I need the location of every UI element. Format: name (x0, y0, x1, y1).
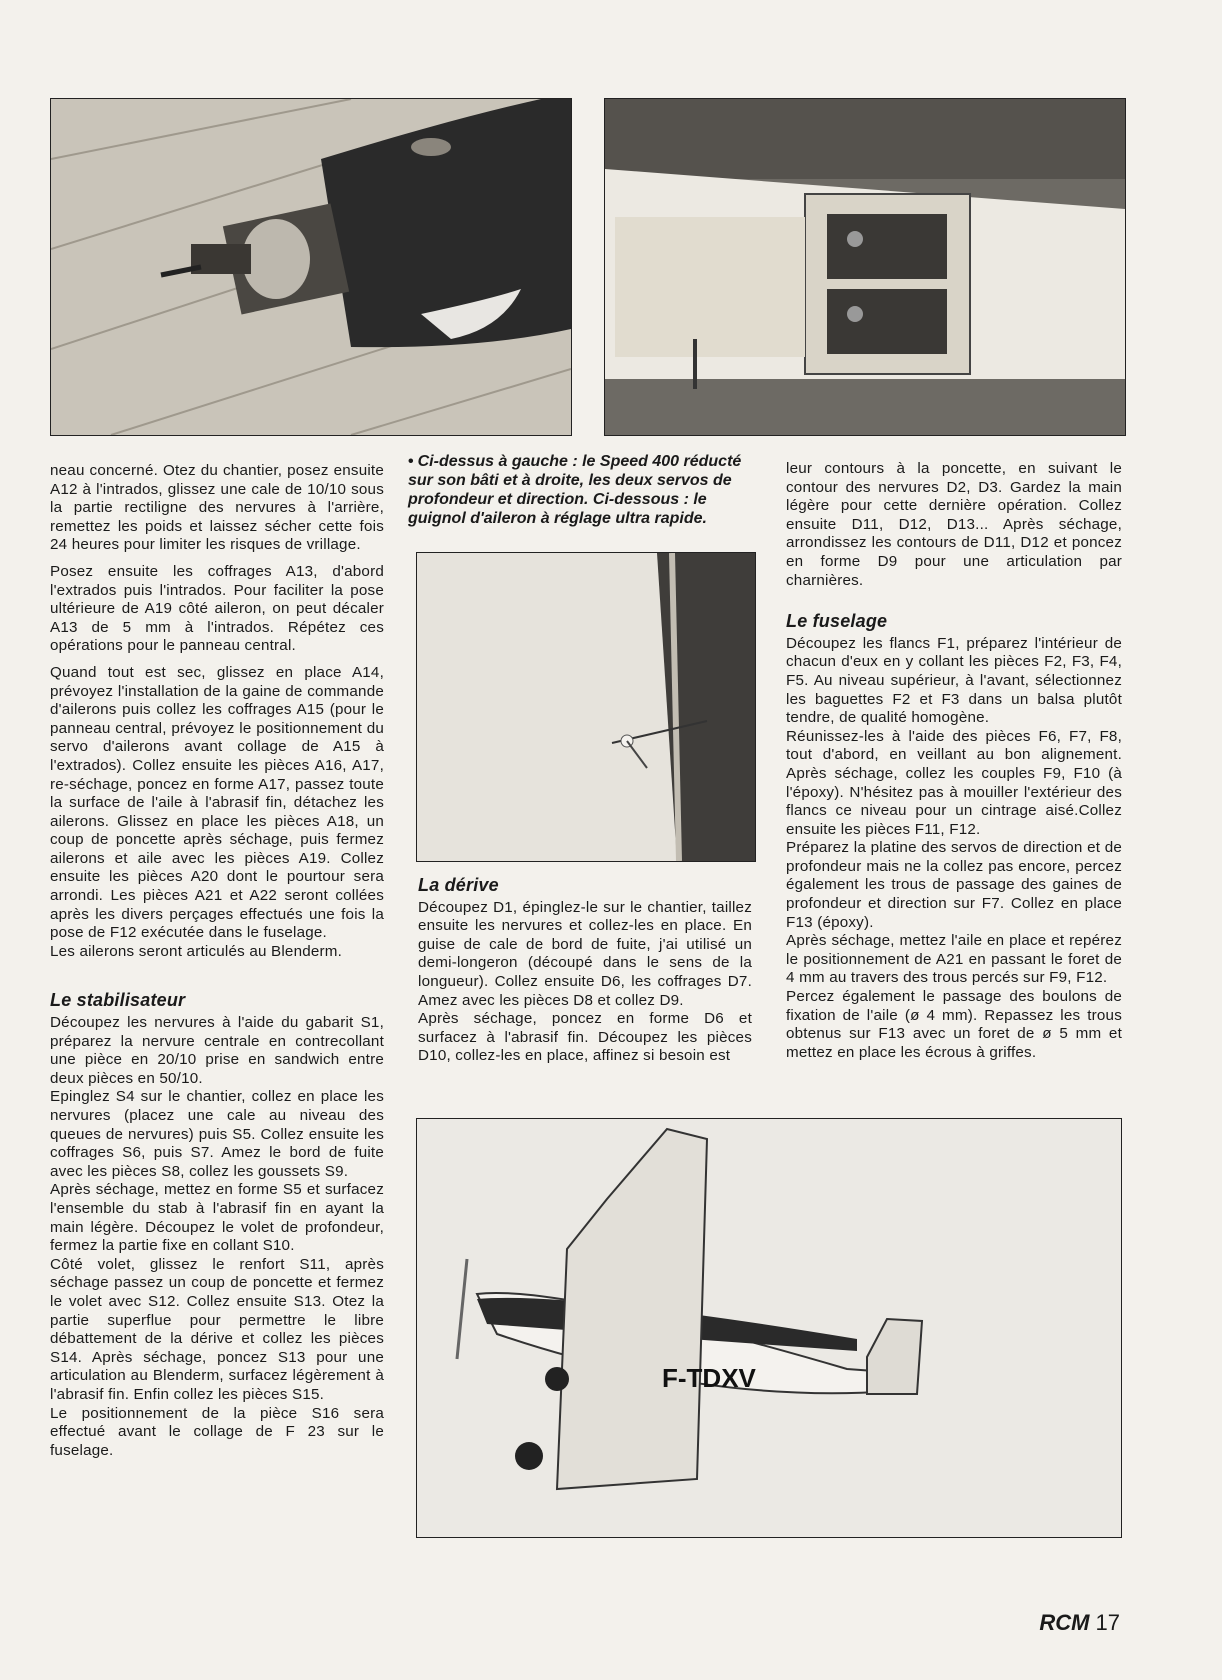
column-middle (418, 872, 752, 1074)
paragraph: Découpez D1, épinglez-le sur le chantier, taillez ensuite les nervures et collez-les en place. En guise de cale de bord de fuite, j'ai utilisé un demi-longeron (découpé dans le sens de la longueur). Collez ensuite D6, les coffrages D7. Amez avec les pièces D8 et collez D9. (418, 898, 752, 1009)
caption-bullet: • (408, 453, 414, 470)
paragraph: Découpez les flancs F1, préparez l'intérieur de chacun d'eux en y collant les pièces F2, F3, F4, F5. Au niveau supérieur, à l'avant, sélectionnez les baguettes F2 et F3 dans un balsa plutôt tendre, de qualité homogène. (786, 634, 1122, 727)
photo-servos (604, 98, 1126, 436)
photo-motor-mount (50, 98, 572, 436)
column-right (786, 460, 1122, 1070)
paragraph: Préparez la platine des servos de direction et de profondeur mais ne la collez pas encore, percez également les trous de passage des gaines de profondeur et direction sur F7. Collez en place F13 (époxy). (786, 839, 1122, 931)
paragraph: Après séchage, mettez l'aile en place et repérez le positionnement de A21 en passant le foret de 4 mm au travers des trous percés sur F9, F12. (786, 932, 1122, 987)
paragraph: Découpez les nervures à l'aide du gabarit S1, préparez la nervure centrale en contrecollant une pièce en 20/10 prise en sandwich entre deux pièces en 50/10. (50, 1014, 384, 1087)
paragraph: Après séchage, mettez en forme S5 et surfacez l'ensemble du stab à l'abrasif fin en ayant la main légère. Découpez le volet de profondeur, fermez la partie fixe en collant S10. (50, 1181, 384, 1255)
paragraph: Côté volet, glissez le renfort S11, après séchage passez un coup de poncette et fermez le volet avec S12. Collez ensuite S13. Otez la partie superflue pour permettre le libre débattement de la dérive et collez les pièces S14. Après séchage, poncez S13 pour une articulation au Blenderm, surfacez légèrement à l'abrasif fin. Enfin collez les pièces S15. (50, 1255, 384, 1403)
paragraph: Les ailerons seront articulés au Blenderm. (50, 942, 343, 960)
section-heading-stabilisateur: Le stabilisateur (50, 990, 186, 1011)
paragraph: Percez également le passage des boulons de fixation de l'aile (ø 4 mm). Repassez les trous obtenus sur F13 avec un foret de ø 5 mm et mettez en place les écrous à griffes. (786, 988, 1122, 1061)
page-footer (1039, 1610, 1120, 1636)
paragraph: Le positionnement de la pièce S16 sera effectué avant le collage de F 23 sur le fuselage. (50, 1404, 384, 1459)
page-number: 17 (1095, 1610, 1120, 1635)
paragraph: Quand tout est sec, glissez en place A14, prévoyez l'installation de la gaine de commande d'ailerons puis collez les coffrages A15 (pour le panneau central, prévoyez le positionnement du servo d'ailerons avant collage de A15 à l'extrados). Collez ensuite les pièces A16, A17, re-séchage, poncez en forme A17, passez toute la surface de l'aile à l'abrasif fin, détachez les ailerons. Glissez en place les pièces A18, un coup de poncette après séchage, puis fermez ailerons et aile avec les pièces A19. Collez ensuite les pièces A20 dont le pourtour sera arrondi. Les pièces A21 et A22 seront collées après les divers perçages effectués une fois la pose de F12 exécutée dans le fuselage. (50, 663, 384, 942)
caption-text: Ci-dessus à gauche : le Speed 400 réducté sur son bâti et à droite, les deux servos de profondeur et direction. Ci-dessous : le guignol d'aileron à réglage ultra rapide. (408, 453, 742, 527)
paragraph: Après séchage, poncez en forme D6 et surfacez à l'abrasif fin. Découpez les pièces D10, collez-les en place, affinez si besoin est (418, 1010, 752, 1065)
column-left (50, 462, 384, 1468)
aircraft-registration: F-TDXV (662, 1363, 756, 1393)
section-heading-fuselage: Le fuselage (786, 611, 888, 632)
paragraph: Posez ensuite les coffrages A13, d'abord l'extrados puis l'intrados. Pour faciliter la pose ultérieure de A19 côté aileron, on peut décaler A13 de 5 mm à l'intrados. Répétez ces opérations pour le panneau central. (50, 562, 384, 655)
paragraph: neau concerné. Otez du chantier, posez ensuite A12 à l'intrados, glissez une cale de 10/10 sous la partie rectiligne des nervures à l'arrière, remettez les poids et laissez sécher cette fois 24 heures pour limiter les risques de vrillage. (50, 462, 384, 554)
photo-airplane-flight (416, 1118, 1122, 1538)
paragraph: leur contours à la poncette, en suivant le contour des nervures D2, D3. Gardez la main légère pour cette dernière opération. Collez ensuite D11, D12, D13... Après séchage, arrondissez les contours de D11, D12 et poncez en forme D9 pour une articulation par charnières. (786, 460, 1122, 589)
photo-aileron-horn (416, 552, 756, 862)
photo-caption (408, 452, 756, 528)
magazine-brand: RCM (1039, 1610, 1090, 1635)
paragraph: Epinglez S4 sur le chantier, collez en place les nervures (placez une cale au niveau des queues de nervures) puis S5. Collez ensuite les coffrages S6, puis S7. Amez le bord de fuite avec les pièces S8, collez les goussets S9. (50, 1088, 384, 1180)
paragraph: Réunissez-les à l'aide des pièces F6, F7, F8, tout d'abord, en veillant au bon alignement. Après séchage, collez les couples F9, F10 (à l'époxy). N'hésitez pas à mouiller l'extérieur des flancs ce niveau pour un cintrage aisé.Collez ensuite les pièces F11, F12. (786, 727, 1122, 838)
section-heading-derive: La dérive (418, 875, 499, 895)
